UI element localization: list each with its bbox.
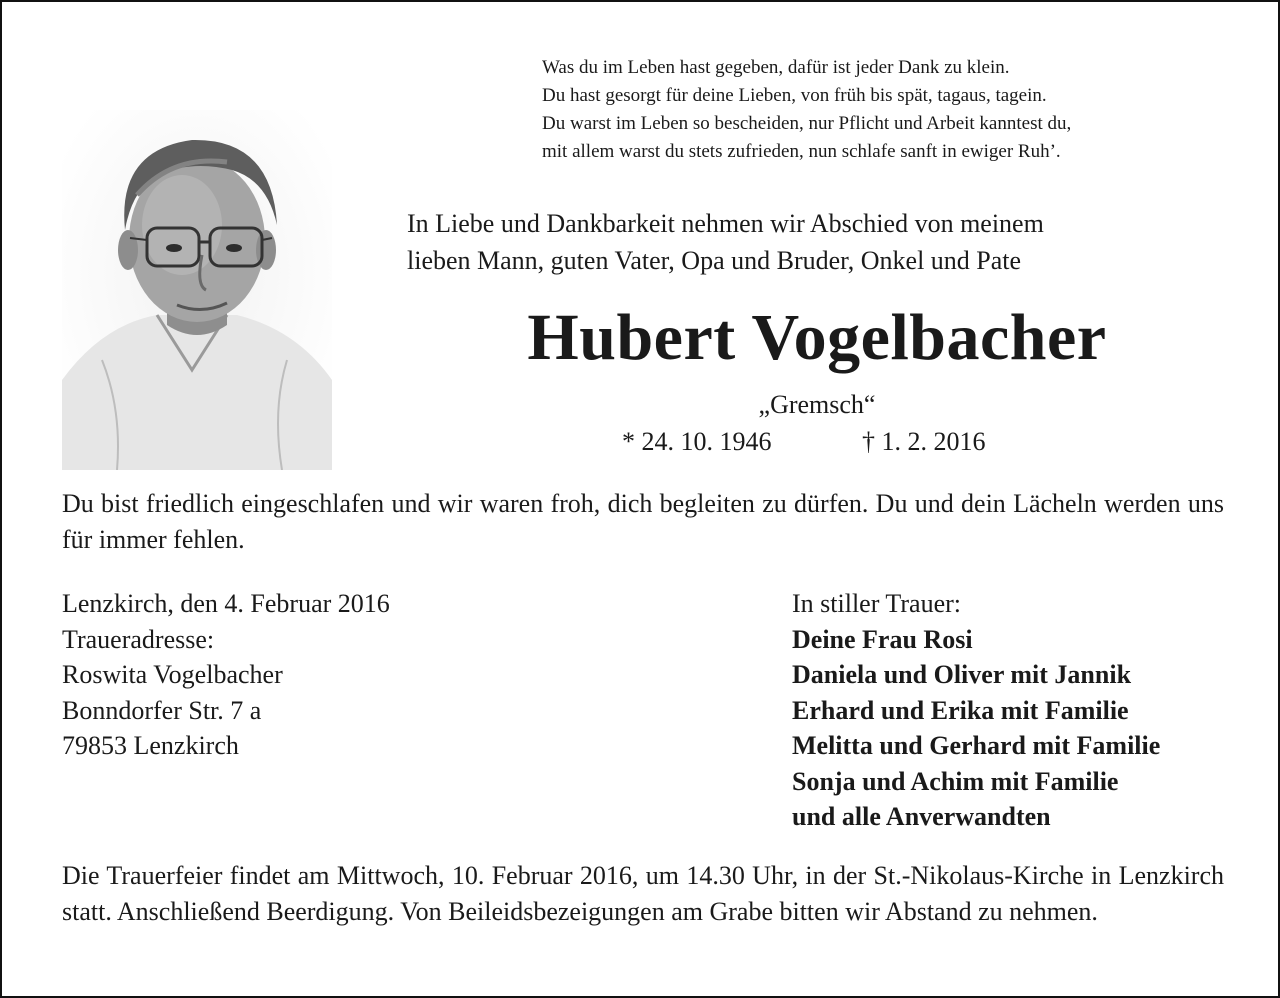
mourner: Daniela und Oliver mit Jannik <box>792 660 1132 689</box>
memorial-poem <box>542 54 1242 166</box>
address-label: Traueradresse: <box>62 624 215 654</box>
mourners-heading: In stiller Trauer: <box>792 589 961 618</box>
intro-line: lieben Mann, guten Vater, Opa und Bruder, Onkel und Pate <box>407 246 1022 275</box>
mourner: Erhard und Erika mit Familie <box>792 695 1129 725</box>
mourner: Melitta und Gerhard mit Familie <box>792 731 1161 760</box>
poem-line: mit allem warst du stets zufrieden, nun schlafe sanft in ewiger Ruh’. <box>542 141 1061 162</box>
portrait-photo <box>62 110 332 470</box>
life-dates <box>622 424 1042 460</box>
deceased-name: Hubert Vogelbacher <box>527 301 1107 374</box>
mourner: Deine Frau Rosi <box>792 624 973 654</box>
birth-date: * 24. 10. 1946 <box>622 427 772 456</box>
address-name: Roswita Vogelbacher <box>62 660 283 689</box>
place-date: Lenzkirch, den 4. Februar 2016 <box>62 589 390 618</box>
mourning-address <box>62 586 662 764</box>
farewell-message: Du bist friedlich eingeschlafen und wir waren froh, dich begleiten zu dürfen. Du und dein Lächeln werden uns für immer fehlen. <box>62 489 1224 554</box>
mourner: und alle Anverwandten <box>792 802 1051 831</box>
intro-line: In Liebe und Dankbarkeit nehmen wir Abschied von meinem <box>407 209 1044 238</box>
death-date: † 1. 2. 2016 <box>862 427 986 456</box>
poem-line: Du warst im Leben so bescheiden, nur Pflicht und Arbeit kanntest du, <box>542 113 1072 134</box>
poem-line: Was du im Leben hast gegeben, dafür ist jeder Dank zu klein. <box>542 57 1010 78</box>
address-street: Bonndorfer Str. 7 a <box>62 695 262 725</box>
funeral-info: Die Trauerfeier findet am Mittwoch, 10. Februar 2016, um 14.30 Uhr, in der St.-Nikolaus-Kirche in Lenzkirch statt. Anschließend Beerdigung. Von Beileidsbezeigungen am Grabe bitten wir Abstand zu nehmen. <box>62 861 1224 926</box>
farewell-intro <box>407 205 1227 279</box>
address-city: 79853 Lenzkirch <box>62 731 239 760</box>
mourners-list <box>792 586 1252 835</box>
nickname: „Gremsch“ <box>758 390 876 419</box>
mourner: Sonja und Achim mit Familie <box>792 766 1119 796</box>
poem-line: Du hast gesorgt für deine Lieben, von früh bis spät, tagaus, tagein. <box>542 85 1047 106</box>
